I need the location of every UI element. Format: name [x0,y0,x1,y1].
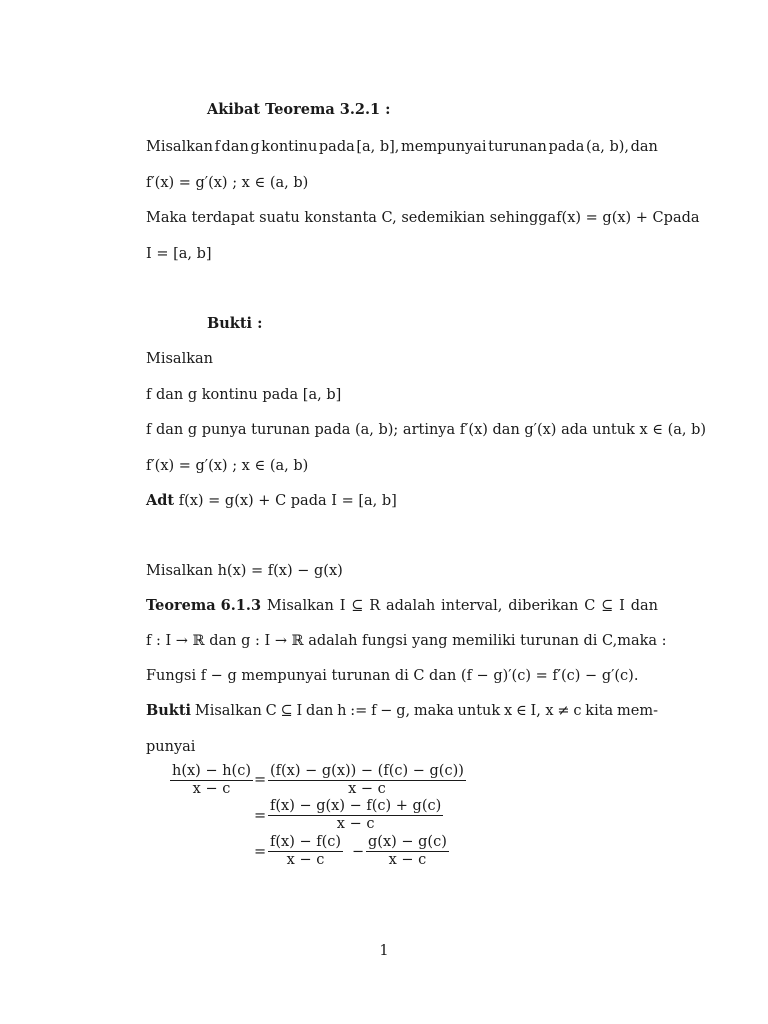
equation-rhs-3a-numerator: f(x) − f(c) [270,834,342,850]
proof-adt-label: Adt [146,492,175,509]
equation-lhs-numerator: h(x) − h(c) [172,763,251,779]
theorem-line-1-word: ⊆ [601,598,614,614]
equation-rhs-3b-fraction [366,834,449,869]
proof-line-2: f dan g kontinu pada [a, b] [146,387,342,403]
proof-line-6: Misalkan h(x) = f(x) − g(x) [146,563,343,579]
theorem-line-2-text: f : I → ℝ dan g : I → ℝ adalah fungsi yang memiliki turunan di C,maka : [146,633,667,649]
equation-rhs-1-fraction [268,763,466,798]
corollary-statement-line-1 [146,137,658,157]
theorem-line-1 [146,596,658,616]
equation-minus: − [352,844,365,860]
corollary-stmt-1-word: dan [630,139,658,155]
equation-rhs-3b-numerator: g(x) − g(c) [368,834,447,850]
theorem-proof-line-1-word: C [265,703,277,719]
theorem-proof-line-1-word: Misalkan [194,703,262,719]
corollary-stmt-1-word: pada [318,139,355,155]
theorem-proof-line-1-word: I [296,703,303,719]
theorem-line-1-word: C [584,598,596,614]
corollary-stmt-1-word: mempunyai [401,139,487,155]
equation-rhs-2-denominator: x − c [336,816,375,832]
theorem-proof-line-1-word: kita [585,703,614,719]
proof-line-1: Misalkan [146,351,213,367]
theorem-proof-line-1-word: c [573,703,582,719]
corollary-stmt-3-text: Maka terdapat suatu konstanta C, sedemikian sehingga [146,210,557,226]
corollary-stmt-1-word: pada [548,139,585,155]
equation-lhs-fraction [170,763,253,798]
theorem-proof-line-1-word: I, x [530,703,554,719]
theorem-line-1-word: I [339,598,346,614]
theorem-proof-line-1-word: untuk [457,703,501,719]
equation-rhs-2-numerator: f(x) − g(x) − f(c) + g(c) [270,798,442,814]
corollary-statement-line-2: f′(x) = g′(x) ; x ∈ (a, b) [146,175,309,191]
corollary-stmt-3-math: f(x) = g(x) + C [556,210,664,226]
theorem-proof-line-1-word: ≠ [557,703,570,719]
theorem-line-1-word: diberikan [508,598,579,614]
proof-heading: Bukti : [207,315,263,332]
equation-equals-1: = [254,772,267,788]
theorem-proof-line-1-word: g, [396,703,411,719]
theorem-proof-line-1 [146,701,658,721]
corollary-stmt-1-word: (a, b), [585,139,630,155]
theorem-line-1-word: I [619,598,625,614]
theorem-proof-line-1-word: dan [306,703,334,719]
proof-line-3: f dan g punya turunan pada (a, b); artinya f′(x) dan g′(x) ada untuk x ∈ (a, b) [146,422,707,438]
equation-rhs-3b-denominator: x − c [388,852,427,868]
theorem-proof-line-1-word: f [371,703,377,719]
proof-line-4: f′(x) = g′(x) ; x ∈ (a, b) [146,458,309,474]
theorem-line-1-word: adalah [385,598,436,614]
corollary-heading: Akibat Teorema 3.2.1 : [207,101,391,118]
corollary-statement-line-3 [146,208,700,228]
equation-equals-3: = [254,844,267,860]
corollary-stmt-1-word: dan [221,139,249,155]
equation-rhs-3a-denominator: x − c [286,852,325,868]
equation-equals-2: = [254,808,267,824]
theorem-proof-line-1-word: x [503,703,513,719]
corollary-stmt-1-word: [a, b], [356,139,400,155]
equation-lhs-denominator: x − c [192,781,231,797]
theorem-proof-label: Bukti [146,702,192,719]
theorem-proof-line-1-word: h [337,703,347,719]
corollary-stmt-1-word: f [214,139,220,155]
page-number: 1 [379,943,389,959]
theorem-proof-line-1-word: mem- [616,703,658,719]
theorem-proof-line-1-word: − [380,703,393,719]
theorem-label: Teorema 6.1.3 [146,597,262,614]
theorem-line-1-word: Misalkan [266,598,334,614]
proof-adt-text: f(x) = g(x) + C pada I = [a, b] [178,493,397,509]
corollary-stmt-1-word: Misalkan [146,139,213,155]
corollary-stmt-1-word: g [250,139,260,155]
corollary-stmt-1-word: turunan [488,139,547,155]
theorem-line-1-word: dan [630,598,658,614]
corollary-stmt-1-word: kontinu [261,139,318,155]
theorem-line-1-word: interval, [441,598,503,614]
equation-rhs-1-numerator: (f(x) − g(x)) − (f(c) − g(c)) [270,763,464,779]
proof-line-5 [146,491,397,511]
theorem-proof-line-1-word: ∈ [515,703,527,719]
theorem-proof-line-1-word: maka [413,703,454,719]
theorem-line-3: Fungsi f − g mempunyai turunan di C dan (f − g)′(c) = f′(c) − g′(c). [146,668,639,684]
corollary-statement-line-4: I = [a, b] [146,246,212,262]
theorem-line-2 [146,631,667,651]
theorem-proof-line-1-word: := [350,703,368,719]
equation-rhs-1-denominator: x − c [348,781,386,797]
theorem-line-1-word: ⊆ [351,598,364,614]
corollary-stmt-3-end: pada [663,210,700,226]
theorem-line-1-word: R [369,598,381,614]
equation-rhs-3a-fraction [268,834,343,869]
theorem-proof-line-2: punyai [146,739,196,755]
equation-rhs-2-fraction [268,798,443,833]
theorem-proof-line-1-word: ⊆ [280,703,293,719]
